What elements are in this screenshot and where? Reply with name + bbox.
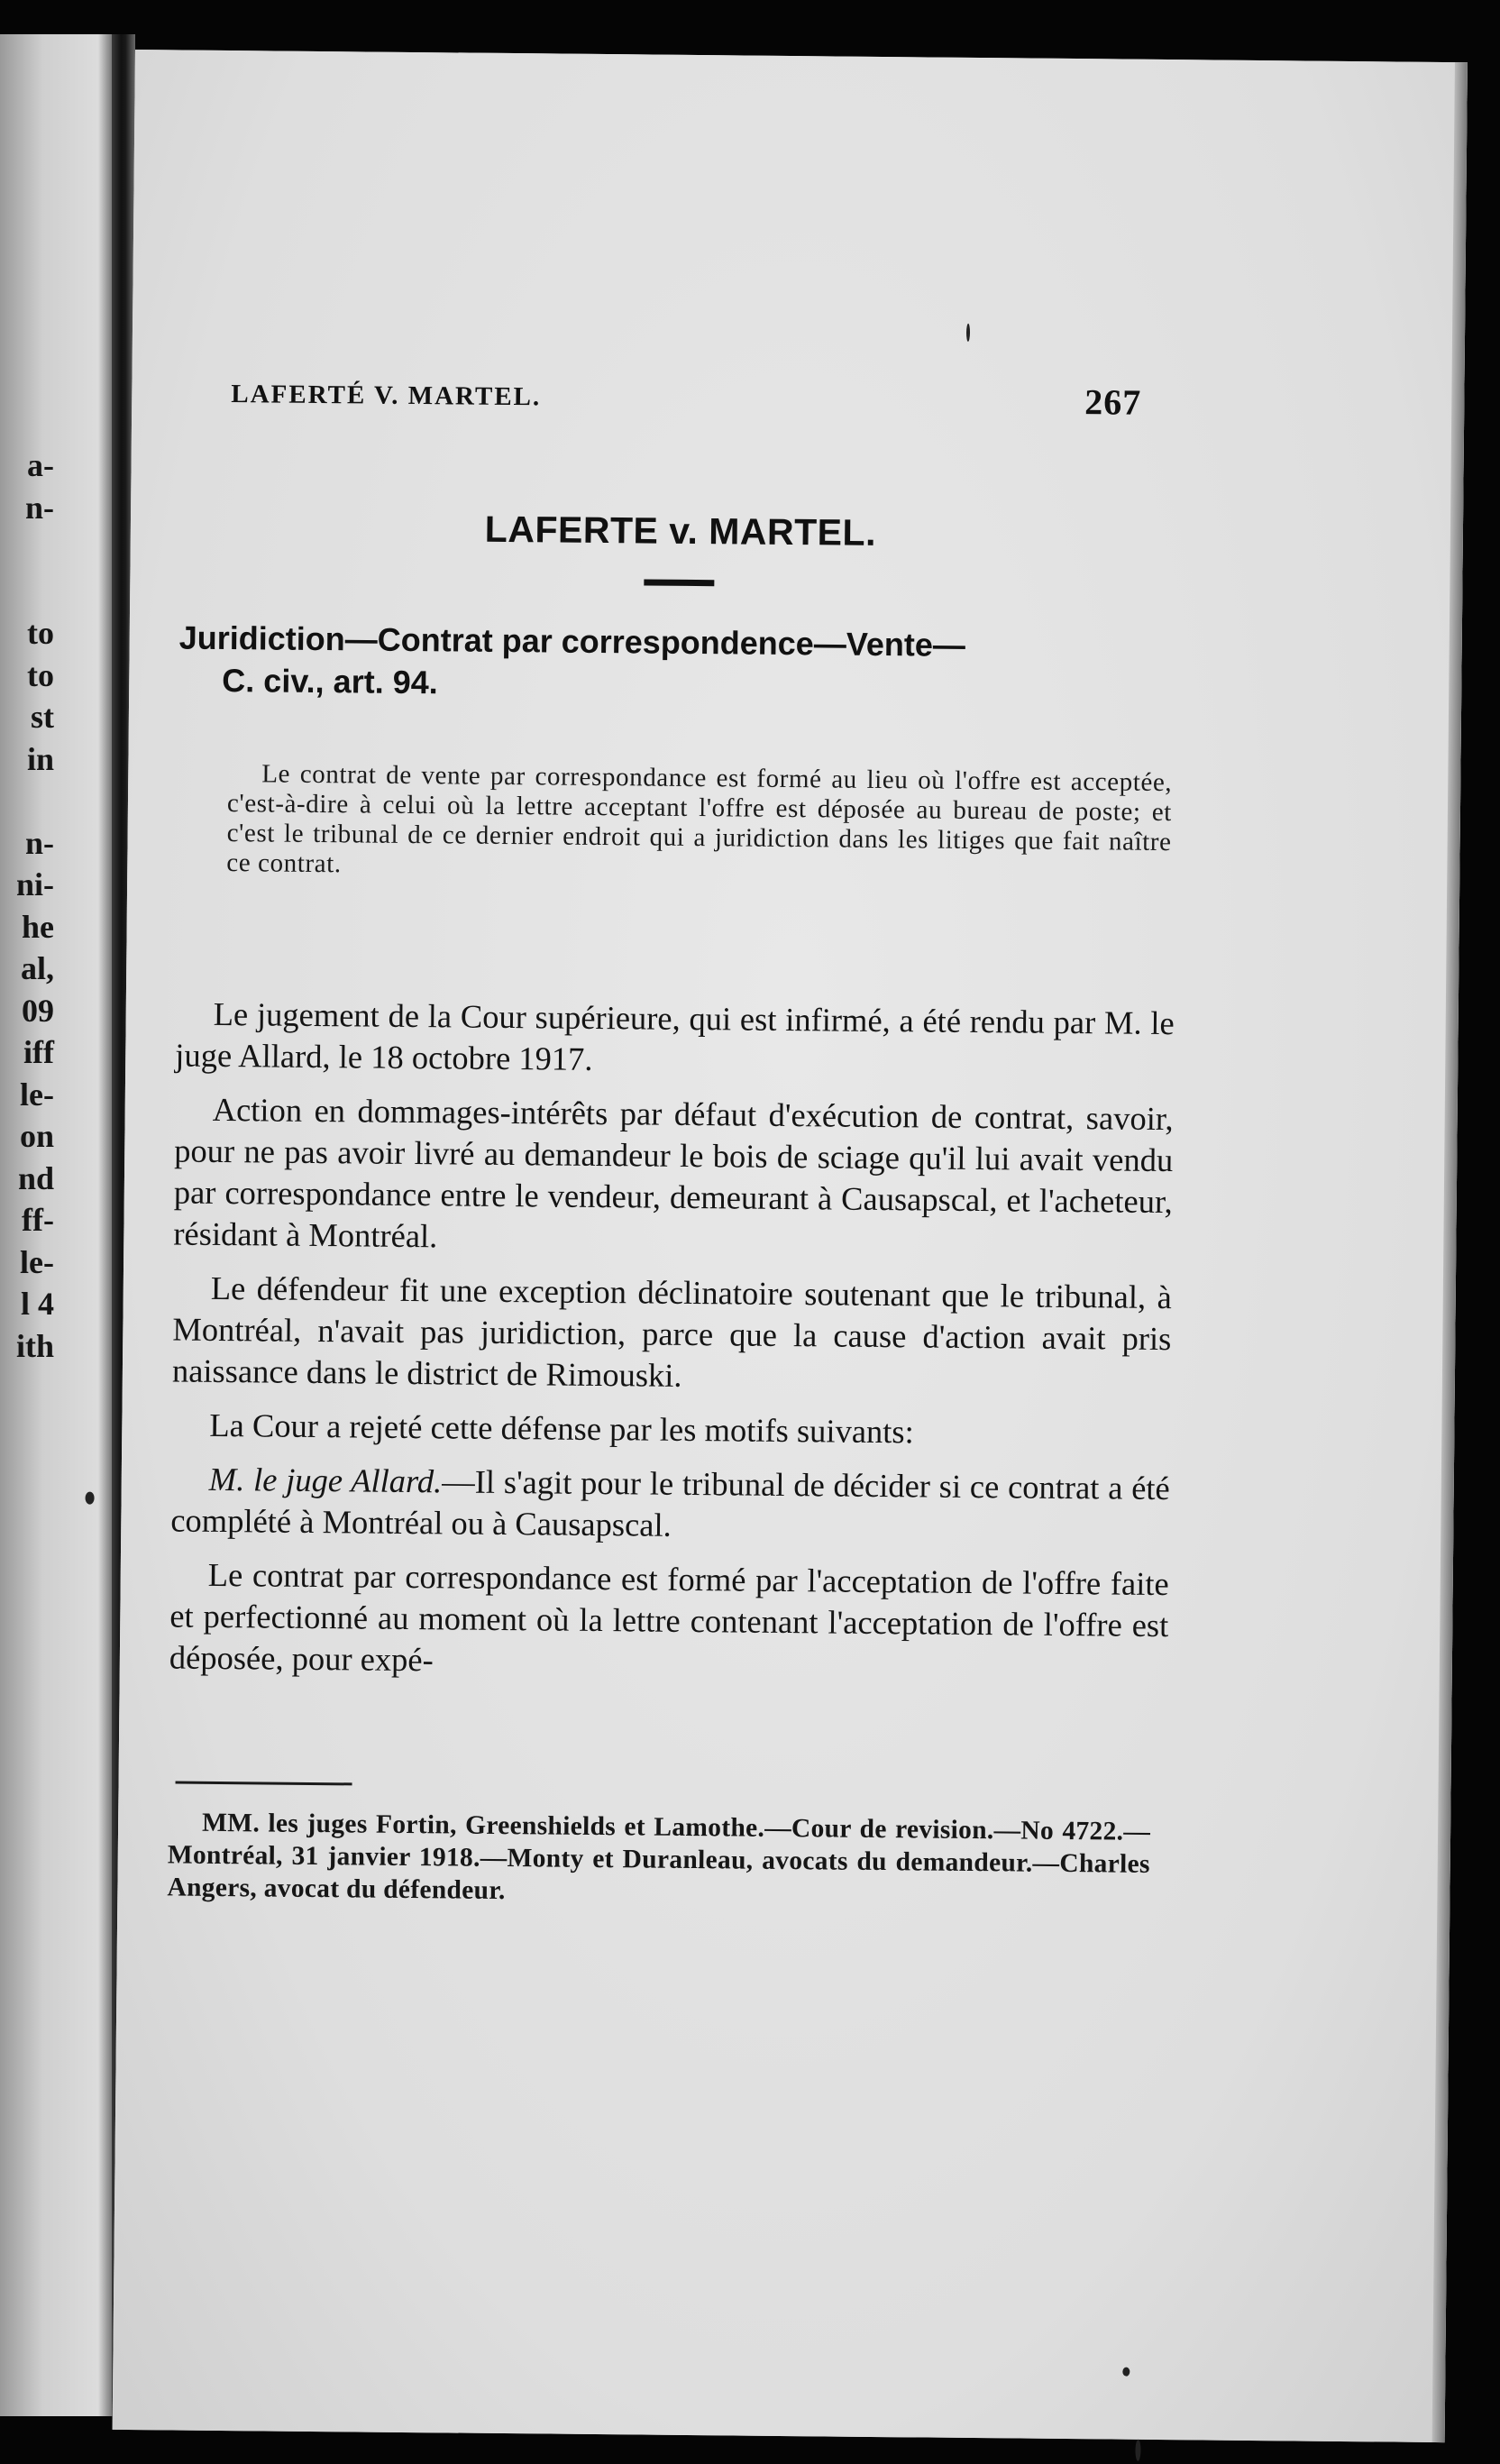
judgment-text: —Il s'agit pour le tribunal de décider si ce contrat a été complété à Montréal ou à Causapscal. bbox=[170, 1462, 1170, 1543]
page-right-edge bbox=[1432, 62, 1468, 2442]
paragraph: La Cour a rejeté cette défense par les motifs suivants: bbox=[209, 1406, 914, 1451]
facing-page-fragment: he bbox=[22, 908, 54, 945]
facing-page-fragment: le- bbox=[20, 1243, 54, 1280]
body-text bbox=[169, 993, 1175, 1700]
paragraph: Le défendeur fit une exception déclinatoire soutenant que le tribunal, à Montréal, n'avait pas juridiction, parce que la cause d'action avait pris naissance dans le district de Rimouski. bbox=[171, 1269, 1172, 1394]
facing-page-fragment: ith bbox=[15, 1327, 54, 1364]
footnote-rule bbox=[176, 1782, 352, 1786]
title-rule bbox=[644, 579, 714, 586]
paragraph: Le contrat par correspondance est formé par l'acceptation de l'offre faite et perfectionné au moment où la lettre contenant l'acceptation de l'offre est déposée, pour expé- bbox=[169, 1555, 1169, 1679]
running-head-title: LAFERTÉ V. MARTEL. bbox=[231, 380, 542, 412]
facing-page-fragment bbox=[0, 780, 54, 822]
facing-page-fragment bbox=[0, 571, 54, 613]
keywords-block bbox=[178, 616, 1184, 710]
facing-page-fragment: iff bbox=[23, 1034, 54, 1070]
facing-page-text-fragments bbox=[0, 444, 54, 1367]
page-number: 267 bbox=[1084, 381, 1142, 423]
facing-page-fragment: to bbox=[27, 615, 54, 651]
facing-page-fragment: n- bbox=[24, 489, 54, 526]
judge-name: M. le juge Allard. bbox=[208, 1460, 443, 1500]
facing-page-fragment: l 4 bbox=[20, 1286, 54, 1322]
judgment-paragraph bbox=[170, 1458, 1170, 1551]
running-head bbox=[231, 380, 1142, 423]
print-specks bbox=[135, 50, 1468, 62]
facing-page-fragment: nd bbox=[17, 1159, 54, 1196]
facing-page-fragment: n- bbox=[24, 824, 54, 861]
facing-page-fragment: 09 bbox=[22, 992, 54, 1029]
case-title: LAFERTE v. MARTEL. bbox=[484, 508, 877, 554]
facing-page-fragment: st bbox=[31, 699, 54, 735]
facing-page-edge bbox=[0, 34, 123, 2416]
facing-page-fragment: al, bbox=[20, 950, 54, 986]
keywords-line-1: Juridiction—Contrat par correspondence—Vente— bbox=[178, 618, 966, 664]
facing-page-fragment bbox=[0, 528, 54, 571]
book-page bbox=[113, 50, 1468, 2442]
facing-page-fragment: on bbox=[19, 1118, 54, 1154]
facing-page-fragment: le- bbox=[20, 1076, 54, 1113]
paragraph: Action en dommages-intérêts par défaut d'exécution de contrat, savoir, pour ne pas avoir livré au demandeur le bois de sciage qu'il lui avait vendu par correspondance entre le vendeur, demeurant à Causapscal, et l'acheteur, résidant à Montréal. bbox=[173, 1090, 1174, 1255]
keywords-line-2: C. civ., art. 94. bbox=[222, 661, 438, 701]
paragraph: Le jugement de la Cour supérieure, qui est infirmé, a été rendu par M. le juge Allard, le 18 octobre 1917. bbox=[175, 994, 1175, 1077]
footnote: MM. les juges Fortin, Greenshields et Lamothe.—Cour de revision.—No 4722.—Montréal, 31 janvier 1918.—Monty et Duranleau, avocats du demandeur.—Charles Angers, avocat du défendeur. bbox=[167, 1808, 1151, 1906]
facing-page-fragment: ff- bbox=[22, 1202, 54, 1238]
facing-page-fragment: in bbox=[26, 740, 54, 777]
facing-page-fragment: a- bbox=[27, 447, 54, 483]
facing-page-fragment: to bbox=[27, 656, 54, 693]
headnote: Le contrat de vente par correspondance est formé au lieu où l'offre est acceptée, c'est-à-dire à celui où la lettre acceptant l'offre est déposée au bureau de poste; et c'est le tribunal de ce dernier endroit qui a juridiction dans les litiges que fait naître ce contrat. bbox=[226, 759, 1173, 879]
facing-page-fragment: ni- bbox=[15, 866, 54, 902]
